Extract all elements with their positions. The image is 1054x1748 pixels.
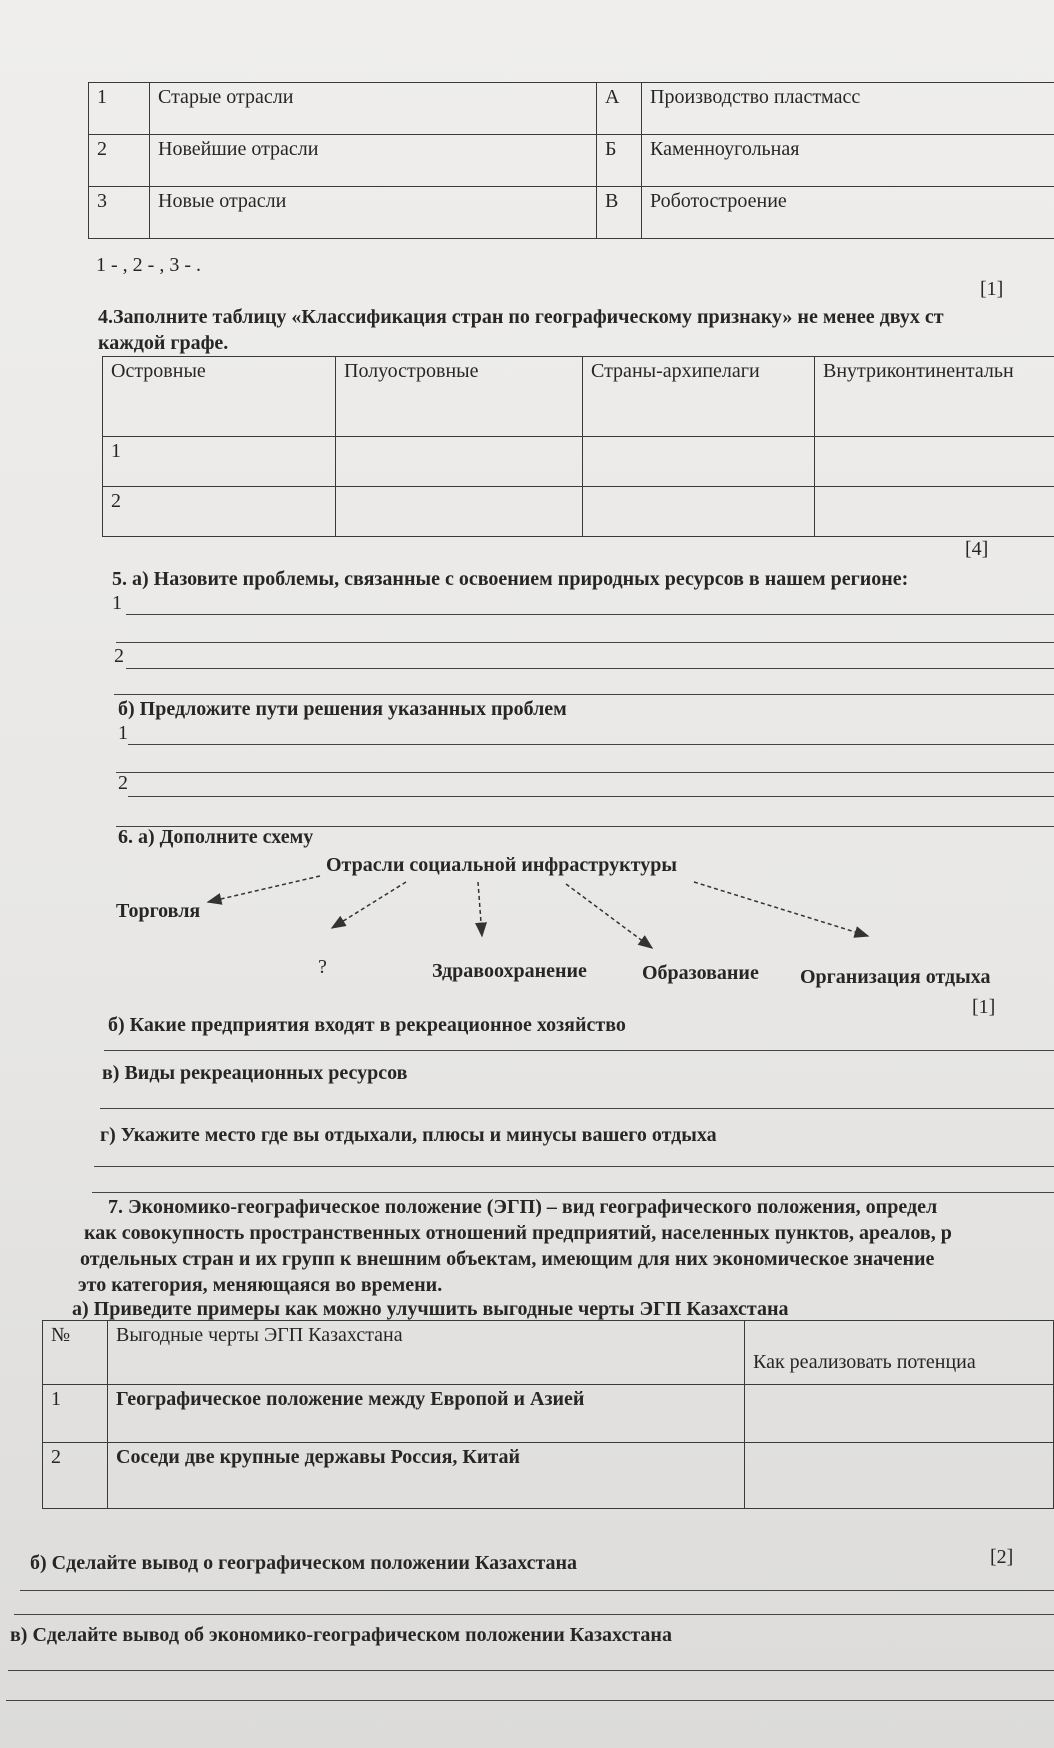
question-5a-text: 5. а) Назовите проблемы, связанные с освоением природных ресурсов в нашем регионе:: [112, 568, 909, 590]
row-number: 1: [43, 1385, 108, 1443]
scheme-node-unknown: ?: [318, 956, 327, 978]
score-label: [4]: [965, 538, 989, 560]
header-island: Островные: [103, 357, 336, 437]
match-answer-line: 1 - , 2 - , 3 - .: [96, 254, 201, 276]
arrow-to-education: [566, 884, 652, 948]
question-4-text-cont: каждой графе.: [98, 332, 229, 354]
answer-line[interactable]: [94, 1166, 1054, 1167]
option-cell: Производство пластмасс: [642, 83, 1054, 135]
scheme-root: Отрасли социальной инфраструктуры: [326, 854, 677, 876]
letter-cell: В: [597, 187, 642, 239]
answer-line[interactable]: [6, 1700, 1054, 1701]
header-features: Выгодные черты ЭГП Казахстана: [108, 1321, 745, 1385]
header-archipelago: Страны-архипелаги: [583, 357, 815, 437]
scheme-node-trade: Торговля: [116, 900, 201, 922]
feature-cell: Соседи две крупные державы Россия, Китай: [108, 1443, 745, 1509]
industry-cell: Новые отрасли: [150, 187, 597, 239]
answer-line[interactable]: [14, 1614, 1054, 1615]
answer-line[interactable]: [8, 1670, 1054, 1671]
row-number: 1: [103, 437, 336, 487]
question-4-text: 4.Заполните таблицу «Классификация стран по географическому признаку» не менее двух ст: [98, 306, 944, 328]
question-7c-text: в) Сделайте вывод об экономико-географическом положении Казахстана: [10, 1624, 672, 1646]
feature-cell: Географическое положение между Европой и Азией: [108, 1385, 745, 1443]
score-label: [1]: [980, 278, 1004, 300]
row-number: 2: [43, 1443, 108, 1509]
question-6b-text: б) Какие предприятия входят в рекреационное хозяйство: [108, 1014, 626, 1036]
table-header-row: [43, 1321, 1054, 1385]
question-7-intro: это категория, меняющаяся во времени.: [78, 1274, 443, 1296]
option-cell: Каменноугольная: [642, 135, 1054, 187]
arrow-to-trade: [208, 876, 320, 902]
question-6c-text: в) Виды рекреационных ресурсов: [102, 1062, 408, 1084]
answer-number: 1: [118, 722, 128, 744]
row-number: 1: [89, 83, 150, 135]
arrow-to-recreation: [694, 882, 868, 936]
header-landlocked: Внутриконтинентальн: [815, 357, 1054, 437]
table-row: [43, 1443, 1054, 1509]
header-number: №: [43, 1321, 108, 1385]
answer-line[interactable]: [92, 1192, 1054, 1193]
answer-line[interactable]: [20, 1590, 1054, 1591]
score-label: [1]: [972, 996, 996, 1018]
row-number: 3: [89, 187, 150, 239]
question-6a-text: 6. а) Дополните схему: [118, 826, 314, 848]
question-7a-text: а) Приведите примеры как можно улучшить выгодные черты ЭГП Казахстана: [72, 1298, 789, 1320]
option-cell: Роботостроение: [642, 187, 1054, 239]
score-label: [2]: [990, 1546, 1014, 1568]
answer-number: 2: [118, 772, 128, 794]
scheme-node-education: Образование: [642, 962, 759, 984]
answer-line[interactable]: [104, 1050, 1054, 1051]
letter-cell: А: [597, 83, 642, 135]
answer-cell[interactable]: [745, 1443, 1054, 1509]
scheme-node-health: Здравоохранение: [432, 960, 587, 982]
industry-cell: Старые отрасли: [150, 83, 597, 135]
header-realize: Как реализовать потенциа: [745, 1321, 1054, 1385]
arrow-to-unknown: [332, 882, 406, 928]
table-row: [43, 1385, 1054, 1443]
answer-number: 2: [114, 645, 124, 667]
egp-features-table: [42, 1320, 1054, 1509]
letter-cell: Б: [597, 135, 642, 187]
row-number: 2: [89, 135, 150, 187]
row-number: 2: [103, 487, 336, 537]
question-7-intro: как совокупность пространственных отношений предприятий, населенных пунктов, ареалов, р: [84, 1222, 952, 1244]
arrow-to-health: [478, 882, 482, 936]
answer-line[interactable]: [100, 1108, 1054, 1109]
header-peninsula: Полуостровные: [336, 357, 583, 437]
question-7-intro: отдельных стран и их групп к внешним объектам, имеющим для них экономическое значение: [80, 1248, 935, 1270]
answer-cell[interactable]: [745, 1385, 1054, 1443]
question-5b-text: б) Предложите пути решения указанных проблем: [118, 698, 567, 720]
industry-cell: Новейшие отрасли: [150, 135, 597, 187]
question-7b-text: б) Сделайте вывод о географическом положении Казахстана: [30, 1552, 578, 1574]
question-7-intro: 7. Экономико-географическое положение (ЭГП) – вид географического положения, определ: [108, 1196, 938, 1218]
scheme-node-recreation: Организация отдыха: [800, 966, 991, 988]
question-6d-text: г) Укажите место где вы отдыхали, плюсы и минусы вашего отдыха: [100, 1124, 717, 1146]
answer-number: 1: [112, 592, 122, 614]
